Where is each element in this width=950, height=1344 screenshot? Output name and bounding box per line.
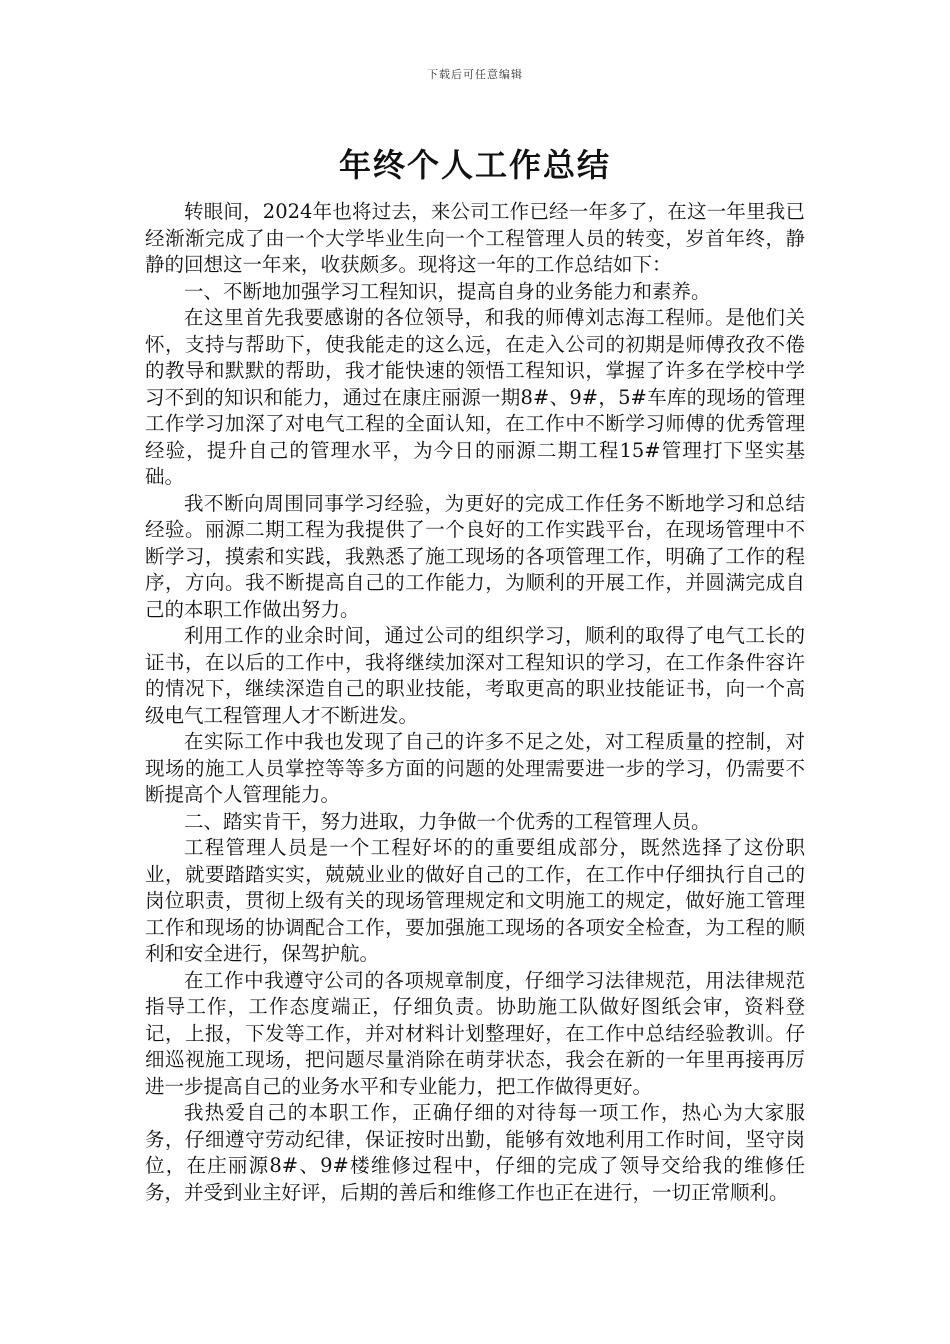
paragraph: 在这里首先我要感谢的各位领导，和我的师傅刘志海工程师。是他们关怀，支持与帮助下，使我能走的这么远，在走入公司的初期是师傅孜孜不倦的教导和默默的帮助，我才能快速的领悟工程知识，掌握了许多在学校中学习不到的知识和能力，通过在康庄丽源一期8#、9#，5#车库的现场的管理工作学习加深了对电气工程的全面认知，在工作中不断学习师傅的优秀管理经验，提升自己的管理水平，为今日的丽源二期工程15#管理打下坚实基础。 bbox=[145, 306, 805, 488]
paragraph: 在实际工作中我也发现了自己的许多不足之处，对工程质量的控制，对现场的施工人员掌控等等多方面的问题的处理需要进一步的学习，仍需要不断提高个人管理能力。 bbox=[145, 730, 805, 806]
paragraph: 利用工作的业余时间，通过公司的组织学习，顺利的取得了电气工长的证书，在以后的工作中，我将继续加深对工程知识的学习，在工作条件容许的情况下，继续深造自己的职业技能，考取更高的职业技能证书，向一个高级电气工程管理人才不断进发。 bbox=[145, 624, 805, 727]
paragraph-intro: 转眼间，2024年也将过去，来公司工作已经一年多了，在这一年里我已经渐渐完成了由一个大学毕业生向一个工程管理人员的转变，岁首年终，静静的回想这一年来，收获颇多。现将这一年的工作总结如下： bbox=[145, 200, 805, 276]
paragraph: 工程管理人员是一个工程好坏的的重要组成部分，既然选择了这份职业，就要踏踏实实，兢兢业业的做好自己的工作，在工作中仔细执行自己的岗位职责，贯彻上级有关的现场管理规定和文明施工的规定，做好施工管理工作和现场的协调配合工作，要加强施工现场的各项安全检查，为工程的顺利和安全进行，保驾护航。 bbox=[145, 836, 805, 965]
document-body bbox=[145, 199, 805, 1206]
header-note: 下载后可任意编辑 bbox=[427, 68, 523, 81]
paragraph: 我热爱自己的本职工作，正确仔细的对待每一项工作，热心为大家服务，仔细遵守劳动纪律，保证按时出勤，能够有效地利用工作时间，坚守岗位，在庄丽源8#、9#楼维修过程中，仔细的完成了领导交给我的维修任务，并受到业主好评，后期的善后和维修工作也正在进行，一切正常顺利。 bbox=[145, 1101, 805, 1204]
page-title: 年终个人工作总结 bbox=[338, 146, 611, 184]
paragraph: 在工作中我遵守公司的各项规章制度，仔细学习法律规范，用法律规范指导工作，工作态度端正，仔细负责。协助施工队做好图纸会审，资料登记，上报，下发等工作，并对材料计划整理好，在工作中总结经验教训。仔细巡视施工现场，把问题尽量消除在萌芽状态，我会在新的一年里再接再厉进一步提高自己的业务水平和专业能力，把工作做得更好。 bbox=[145, 968, 805, 1098]
section-heading-1: 一、不断地加强学习工程知识，提高自身的业务能力和素养。 bbox=[184, 279, 711, 303]
section-heading-2: 二、踏实肯干，努力进取，力争做一个优秀的工程管理人员。 bbox=[184, 809, 711, 833]
paragraph: 我不断向周围同事学习经验，为更好的完成工作任务不断地学习和总结经验。丽源二期工程为我提供了一个良好的工作实践平台，在现场管理中不断学习，摸索和实践，我熟悉了施工现场的各项管理工作，明确了工作的程序，方向。我不断提高自己的工作能力，为顺利的开展工作，并圆满完成自己的本职工作做出努力。 bbox=[145, 491, 805, 621]
